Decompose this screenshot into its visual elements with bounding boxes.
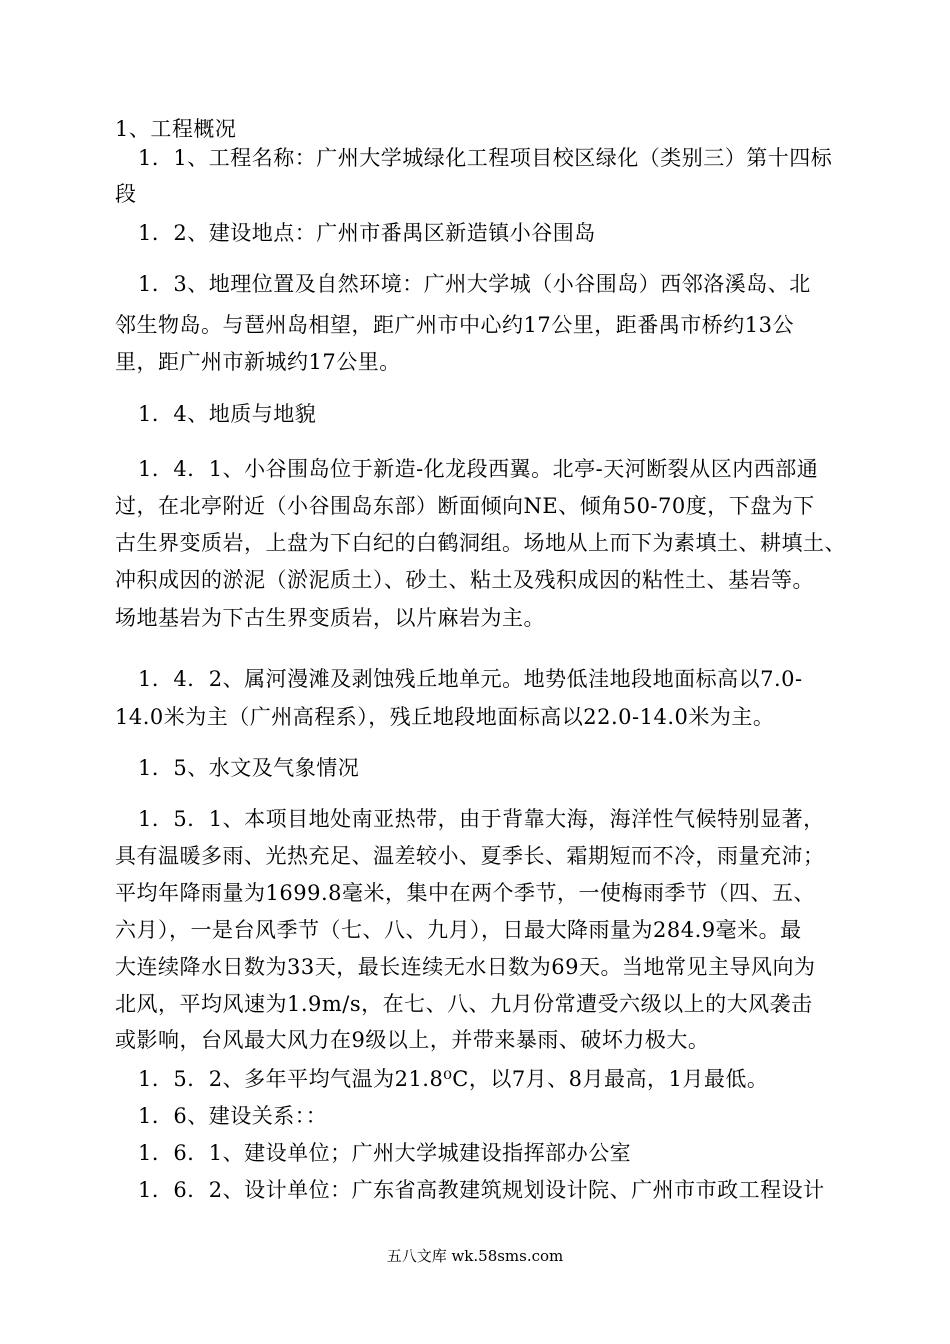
paragraph-line: 冲积成因的淤泥（淤泥质土）、砂土、粘土及残积成因的粘性土、基岩等。	[115, 568, 814, 592]
paragraph-line: 1．3、地理位置及自然环境：广州大学城（小谷围岛）西邻洛溪岛、北	[138, 272, 811, 296]
paragraph-line: 具有温暖多雨、光热充足、温差较小、夏季长、霜期短而不冷，雨量充沛；	[115, 844, 825, 868]
paragraph-line: 1．4．2、属河漫滩及剥蚀残丘地单元。地势低洼地段地面标高以7.0-	[138, 667, 803, 691]
paragraph-line: 1．6．2、设计单位：广东省高教建筑规划设计院、广州市市政工程设计	[138, 1178, 825, 1202]
paragraph-line: 六月），一是台风季节（七、八、九月），日最大降雨量为284.9毫米。最	[115, 918, 802, 942]
paragraph-line: 1．5．1、本项目地处南亚热带，由于背靠大海，海洋性气候特别显著，	[138, 807, 825, 831]
paragraph-line: 古生界变质岩，上盘为下白纪的白鹤洞组。场地从上而下为素填土、耕填土、	[115, 531, 846, 555]
paragraph-line: 1．5．2、多年平均气温为21.8⁰C，以7月、8月最高，1月最低。	[138, 1067, 769, 1091]
section-heading: 1．4、地质与地貌	[138, 402, 317, 426]
paragraph-line: 1．2、建设地点：广州市番禺区新造镇小谷围岛	[138, 221, 596, 245]
paragraph-line: 北风，平均风速为1.9m/s，在七、八、九月份常遭受六级以上的大风袭击	[115, 992, 813, 1016]
paragraph-line: 过，在北亭附近（小谷围岛东部）断面倾向NE、倾角50-70度，下盘为下	[115, 494, 815, 518]
page-footer: 五八文库 wk.58sms.com	[386, 1247, 564, 1265]
paragraph-line: 段	[115, 182, 137, 206]
paragraph-line: 场地基岩为下古生界变质岩，以片麻岩为主。	[115, 606, 545, 630]
section-heading: 1、工程概况	[115, 117, 237, 141]
paragraph-line: 平均年降雨量为1699.8毫米，集中在两个季节，一使梅雨季节（四、五、	[115, 881, 815, 905]
paragraph-line: 14.0米为主（广州高程系），残丘地段地面标高以22.0-14.0米为主。	[115, 705, 775, 729]
paragraph-line: 邻生物岛。与琶州岛相望，距广州市中心约17公里，距番禺市桥约13公	[115, 313, 794, 337]
paragraph-line: 大连续降水日数为33天，最长连续无水日数为69天。当地常见主导风向为	[115, 955, 816, 979]
paragraph-line: 1．1、工程名称：广州大学城绿化工程项目校区绿化（类别三）第十四标	[138, 146, 833, 170]
paragraph-line: 1．6．1、建设单位；广州大学城建设指挥部办公室	[138, 1141, 632, 1165]
section-heading: 1．6、建设关系：：	[138, 1104, 328, 1128]
paragraph-line: 或影响，台风最大风力在9级以上，并带来暴雨、破坏力极大。	[115, 1028, 710, 1052]
section-heading: 1．5、水文及气象情况	[138, 756, 360, 780]
paragraph-line: 1．4．1、小谷围岛位于新造-化龙段西翼。北亭-天河断裂从区内西部通	[138, 457, 819, 481]
paragraph-line: 里，距广州市新城约17公里。	[115, 350, 401, 374]
